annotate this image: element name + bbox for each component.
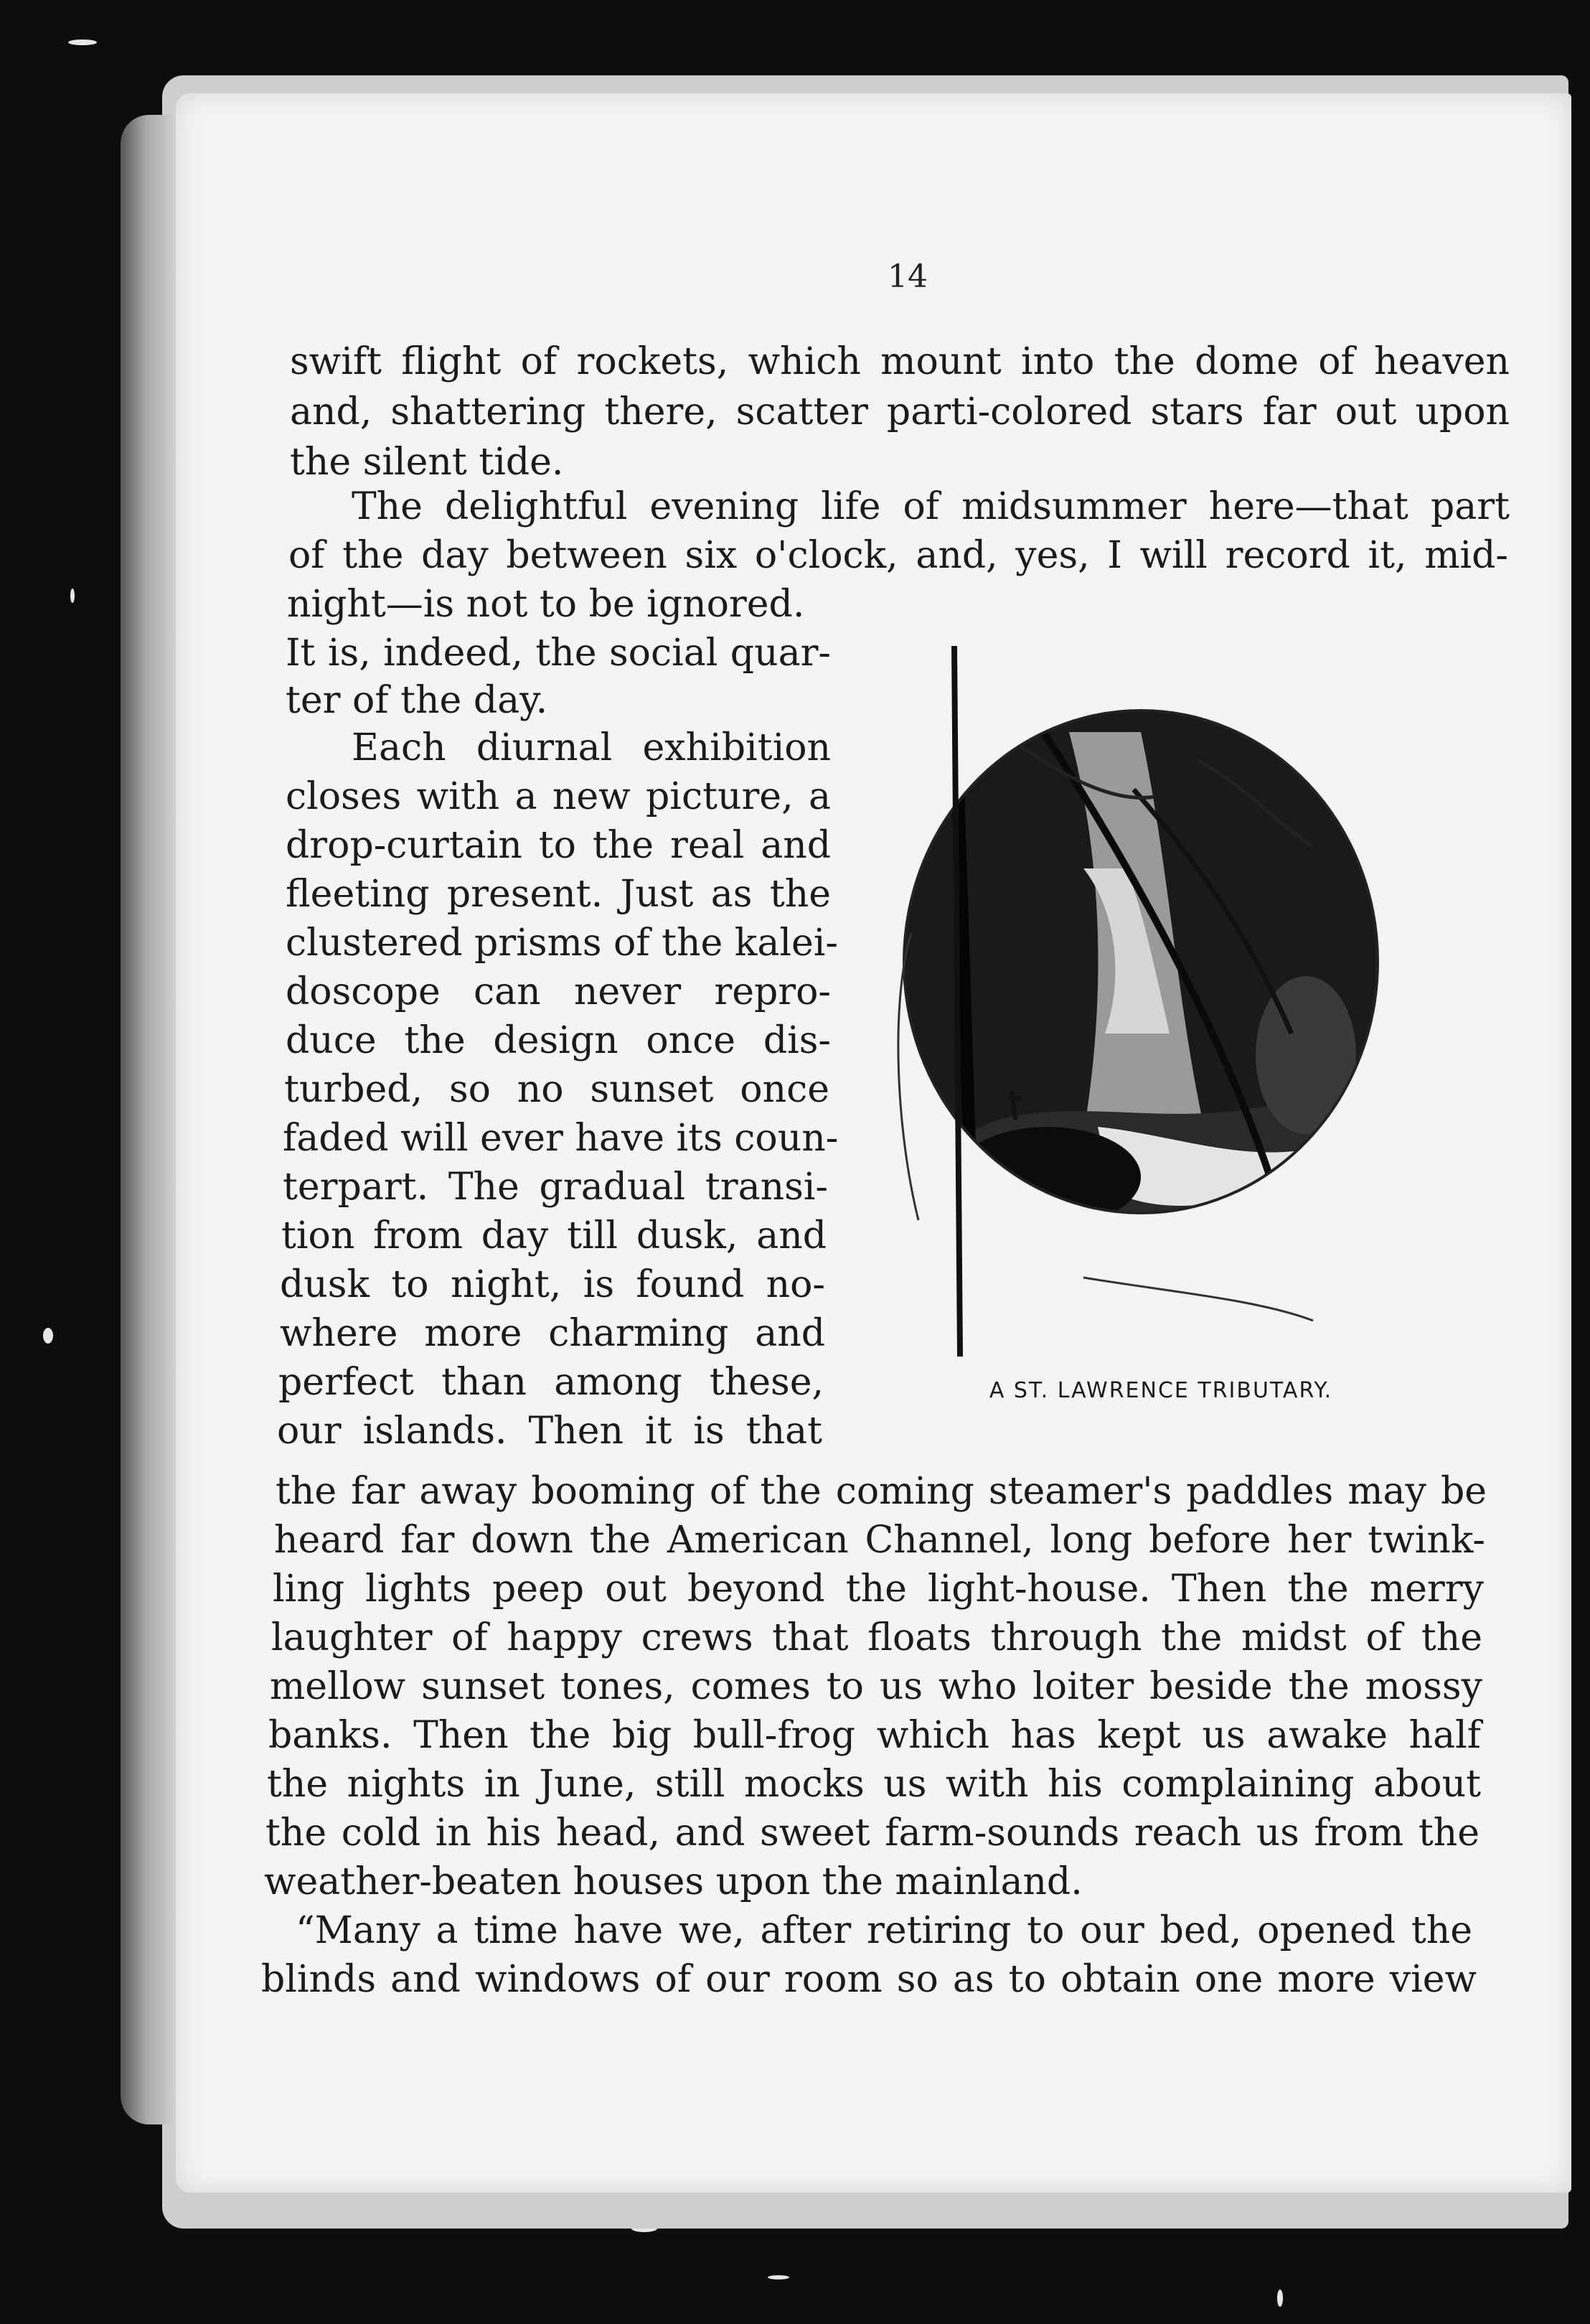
text-line: laughter of happy crews that floats through the midst of the [271, 1616, 1482, 1659]
text-line: of the day between six o'clock, and, yes, I will record it, mid- [288, 534, 1508, 577]
woodland-stream-engraving-icon [868, 632, 1385, 1371]
text-line: and, shattering there, scatter parti-colored stars far out upon [290, 390, 1510, 434]
engraving-illustration [868, 632, 1385, 1371]
column-line: duce the design once dis- [286, 1019, 831, 1062]
page-number: 14 [888, 258, 928, 295]
text-line: heard far down the American Channel, long before her twink- [274, 1519, 1485, 1562]
scan-speck [1277, 2290, 1283, 2307]
column-line: terpart. The gradual transi- [283, 1166, 828, 1209]
column-line: turbed, so no sunset once [284, 1068, 829, 1111]
text-line: weather-beaten houses upon the mainland. [264, 1860, 1083, 1903]
column-line: ter of the day. [286, 679, 548, 722]
scan-speck [70, 589, 75, 603]
text-line: The delightful evening life of midsummer here—that part [352, 485, 1510, 528]
column-line: our islands. Then it is that [277, 1410, 822, 1453]
figure-caption: A ST. LAWRENCE TRIBUTARY. [989, 1378, 1333, 1403]
column-line: dusk to night, is found no- [280, 1263, 825, 1306]
column-line: perfect than among these, [278, 1361, 824, 1404]
column-line: Each diurnal exhibition [352, 726, 831, 769]
column-line: closes with a new picture, a [286, 775, 831, 818]
text-line: swift flight of rockets, which mount into the dome of heaven [290, 340, 1510, 383]
column-line: drop-curtain to the real and [286, 824, 831, 867]
text-line: the far away booming of the coming steamer's paddles may be [276, 1470, 1487, 1513]
scan-speck [43, 1328, 53, 1344]
scan-speck [768, 2275, 789, 2280]
text-line: blinds and windows of our room so as to obtain one more view [261, 1958, 1477, 2001]
column-line: tion from day till dusk, and [281, 1214, 827, 1257]
text-line: the cold in his head, and sweet farm-sounds reach us from the [265, 1812, 1480, 1855]
text-line: the silent tide. [290, 441, 564, 484]
scan-speck [68, 39, 97, 45]
column-line: where more charming and [280, 1312, 825, 1355]
column-line: clustered prisms of the kalei- [286, 922, 838, 965]
text-line: the nights in June, still mocks us with his complaining about [267, 1763, 1481, 1806]
text-line: mellow sunset tones, comes to us who loiter beside the mossy [270, 1665, 1482, 1708]
text-line: ling lights peep out beyond the light-house. Then the merry [273, 1568, 1484, 1611]
text-line: banks. Then the big bull-frog which has kept us awake half [268, 1714, 1481, 1757]
column-line: It is, indeed, the social quar- [286, 632, 831, 675]
column-line: faded will ever have its coun- [283, 1117, 839, 1160]
column-line: doscope can never repro- [286, 970, 831, 1013]
text-line: night—is not to be ignored. [287, 583, 805, 626]
column-line: fleeting present. Just as the [286, 873, 831, 916]
text-line: “Many a time have we, after retiring to our bed, opened the [296, 1909, 1472, 1952]
